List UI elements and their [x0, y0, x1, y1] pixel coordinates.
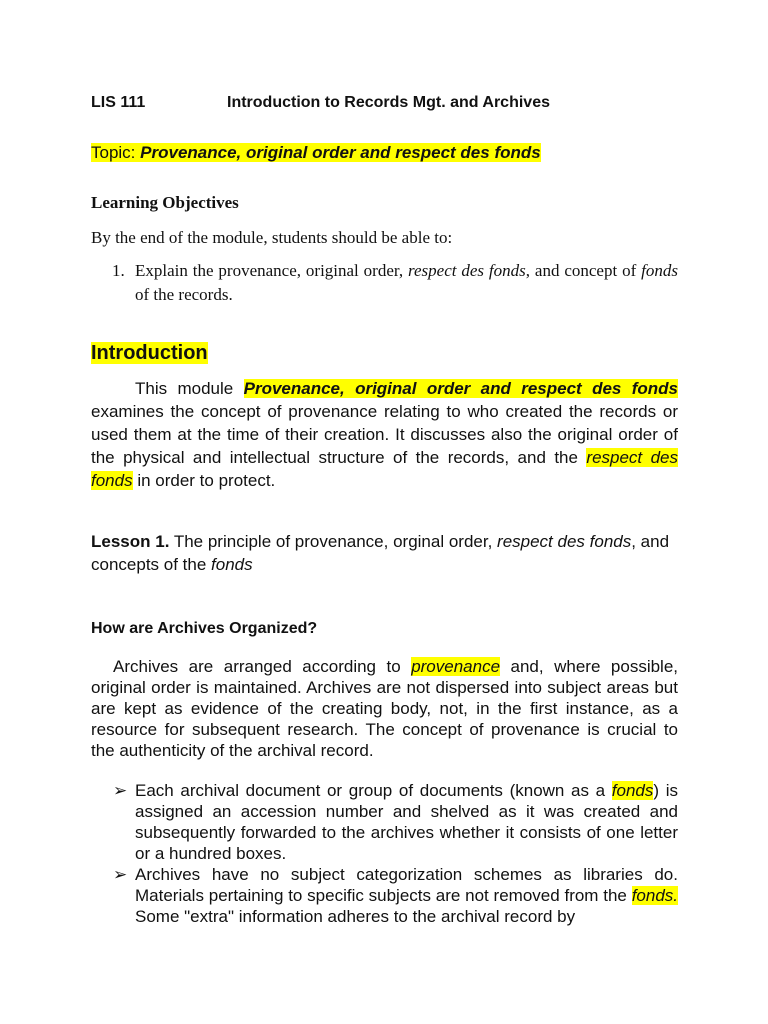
introduction-heading	[91, 342, 208, 365]
bullet-text: Archives have no subject categorization schemes as libraries do. Materials pertaining to specific subjects are not removed from the	[135, 865, 678, 905]
lesson-label: Lesson 1.	[91, 532, 170, 551]
lesson-title	[91, 530, 678, 576]
learning-objectives-heading: Learning Objectives	[91, 193, 239, 212]
bullet-highlight: fonds.	[631, 886, 678, 905]
bullet-text: ) is assigned an accession number and shelved as it was created and subsequently forwarded to the archives whether it consists of one letter or a hundred boxes.	[135, 781, 678, 863]
archives-paragraph	[91, 656, 678, 761]
bullet-highlight: fonds	[611, 781, 654, 800]
introduction-heading-text: Introduction	[91, 342, 208, 364]
arrow-bullet-icon: ➢	[113, 865, 128, 884]
learning-objectives-intro: By the end of the module, students should be able to:	[91, 228, 453, 247]
objective-text-part: of the records.	[135, 285, 233, 304]
bullet-text: Some "extra" information adheres to the archival record by	[135, 907, 576, 926]
objective-item	[112, 259, 678, 307]
topic-label: Topic:	[91, 143, 136, 162]
lesson-text: The principle of provenance, orginal order,	[169, 532, 498, 551]
bullet-list	[113, 780, 678, 927]
lesson-text: , and concepts of the	[91, 532, 670, 574]
archives-para-lead: Archives are arranged according to	[113, 657, 412, 676]
lesson-italic-term: fonds	[211, 555, 253, 574]
bullet-text: Each archival document or group of documents (known as a	[135, 781, 612, 800]
objective-text	[135, 259, 678, 307]
intro-body: examines the concept of provenance relating to who created the records or used them at the time of their creation. It discusses also the original order of the physical and intellectual structure of the records, and the	[91, 402, 678, 467]
objective-text-part: Explain the provenance, original order,	[135, 261, 409, 280]
objective-italic-term: respect des fonds	[408, 261, 526, 280]
bullet-item	[113, 780, 678, 864]
intro-title-highlight: Provenance, original order and respect des fonds	[243, 379, 678, 398]
archives-para-rest: and, where possible, original order is maintained. Archives are not dispersed into subject areas but are kept as evidence of the creating body, not, in the first instance, as a resource for subsequent research. The concept of provenance is crucial to the authenticity of the archival record.	[91, 657, 679, 760]
arrow-bullet-icon: ➢	[113, 781, 128, 800]
intro-lead: This module	[135, 379, 244, 398]
topic-title: Provenance, original order and respect des fonds	[140, 143, 541, 162]
lesson-italic-term: respect des fonds	[497, 532, 632, 551]
course-code: LIS 111	[91, 94, 146, 111]
archives-para-highlight: provenance	[411, 657, 501, 676]
introduction-paragraph	[91, 377, 678, 492]
bullet-item	[113, 864, 678, 927]
intro-end: in order to protect.	[132, 471, 276, 490]
course-title: Introduction to Records Mgt. and Archives	[227, 94, 550, 111]
topic-line	[91, 143, 541, 163]
objective-number: 1.	[112, 261, 125, 280]
how-archives-heading: How are Archives Organized?	[91, 620, 318, 637]
objective-text-part: , and concept of	[525, 261, 642, 280]
objective-italic-term: fonds	[641, 261, 678, 280]
intro-highlight-term: respect des fonds	[91, 448, 678, 490]
